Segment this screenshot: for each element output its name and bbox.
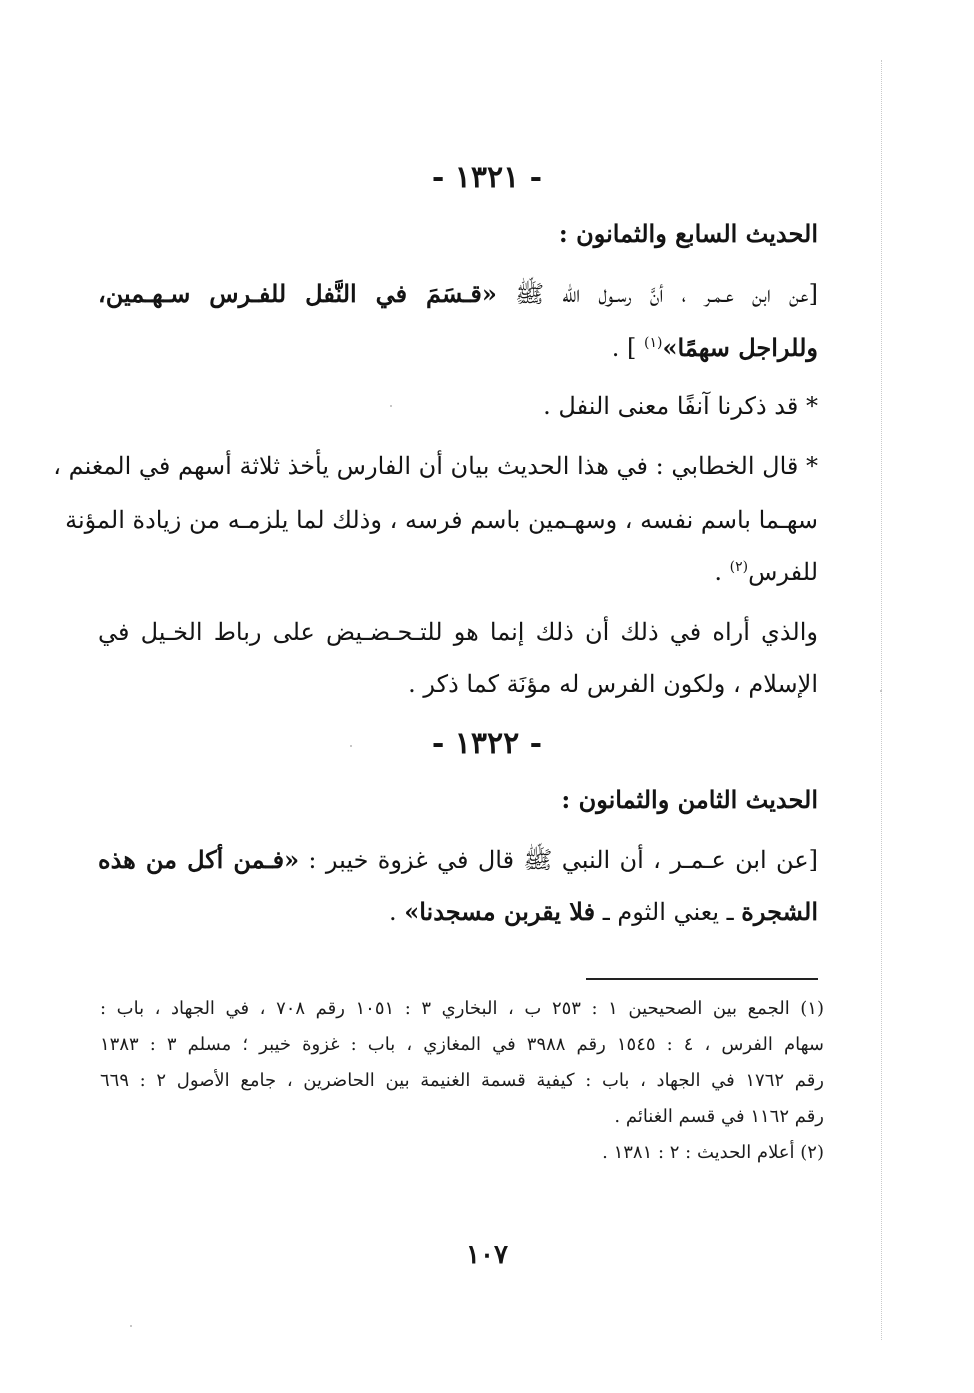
commentary-line: * قد ذكرنا آنفًا معنى النفل . xyxy=(543,392,818,420)
hadith-text-line xyxy=(98,846,818,875)
hadith-text-end: ] . xyxy=(611,334,645,362)
hadith-text-end: . xyxy=(388,898,405,926)
hadith-text-bold: «فـمن أكل من هذه xyxy=(98,845,300,874)
footnote-line: رقم ١١٦٢ في قسم الغنائم . xyxy=(614,1106,824,1127)
hadith-text-line xyxy=(98,334,818,363)
commentary-line: * قال الخطابي : في هذا الحديث بيان أن الفارس يأخذ ثلاثة أسهم في المغنم ، xyxy=(53,452,818,480)
footnote-ref: (١) xyxy=(644,335,663,351)
footnote-line: رقم ١٧٦٢ في الجهاد ، باب : كيفية قسمة الغنيمة بين الحاضرين ، جامع الأصول ٢ : ٦٦٩ xyxy=(100,1070,824,1091)
scan-speck xyxy=(880,690,882,692)
hadith-heading-87: الحديث السابع والثمانون : xyxy=(558,219,818,248)
hadith-number-1322: - ١٣٢٢ - xyxy=(431,726,543,761)
hadith-text-bold: الشجرة xyxy=(741,897,818,926)
commentary-line xyxy=(98,558,818,587)
footnote-line: (٢) أعلام الحديث : ٢ : ١٣٨١ . xyxy=(602,1142,824,1163)
hadith-text-bold: «قـسَمَ في النَّفل للفـرس سـهـمين، xyxy=(98,279,497,308)
commentary-text-end: . xyxy=(714,558,730,586)
commentary-line: والذي أراه في ذلك أن ذلك إنما هو للتـحـضـيض على رباط الخـيل في xyxy=(98,618,818,646)
hadith-text-line xyxy=(98,280,818,309)
footnote-divider xyxy=(586,978,818,980)
hadith-text-bold: فلا يقربن مسجدنا» xyxy=(404,897,596,926)
hadith-text-line xyxy=(98,898,818,927)
commentary-line: الإسلام ، ولكون الفرس له مؤنَة كما ذكر . xyxy=(408,670,818,698)
footnote-ref: (٢) xyxy=(729,559,749,575)
page-number: ١٠٧ xyxy=(466,1240,508,1270)
hadith-text-plain: [عن ابن عـمـر ، أنَّ رسـول الله ﷺ xyxy=(496,280,818,308)
hadith-text-bold: وللراجل سهمًا» xyxy=(662,333,818,362)
scan-speck xyxy=(130,1325,132,1327)
commentary-text: للفرس xyxy=(748,558,818,586)
scan-edge xyxy=(881,60,882,1340)
hadith-heading-88: الحديث الثامن والثمانون : xyxy=(561,785,818,814)
footnote-line: (١) الجمع بين الصحيحين ١ : ٢٥٣ ب ، البخاري ٣ : ١٠٥١ رقم ٧٠٨ ، في الجهاد ، باب : xyxy=(100,998,824,1019)
commentary-line: سهـما باسم نفسه ، وسهـمين باسم فرسه ، وذلك لما يلزمـه من زيادة المؤنة xyxy=(65,506,818,534)
footnote-line: سهام الفرس ، ٤ : ١٥٤٥ رقم ٣٩٨٨ في المغازي ، باب : غزوة خيبر ؛ مسلم ٣ : ١٣٨٣ xyxy=(100,1034,824,1055)
hadith-text-plain: ـ يعني الثوم ـ xyxy=(595,898,742,926)
hadith-text-plain: [عن ابن عـمـر ، أن النبي ﷺ قال في غزوة خيبر : xyxy=(299,846,819,874)
hadith-number-1321: - ١٣٢١ - xyxy=(431,160,543,195)
